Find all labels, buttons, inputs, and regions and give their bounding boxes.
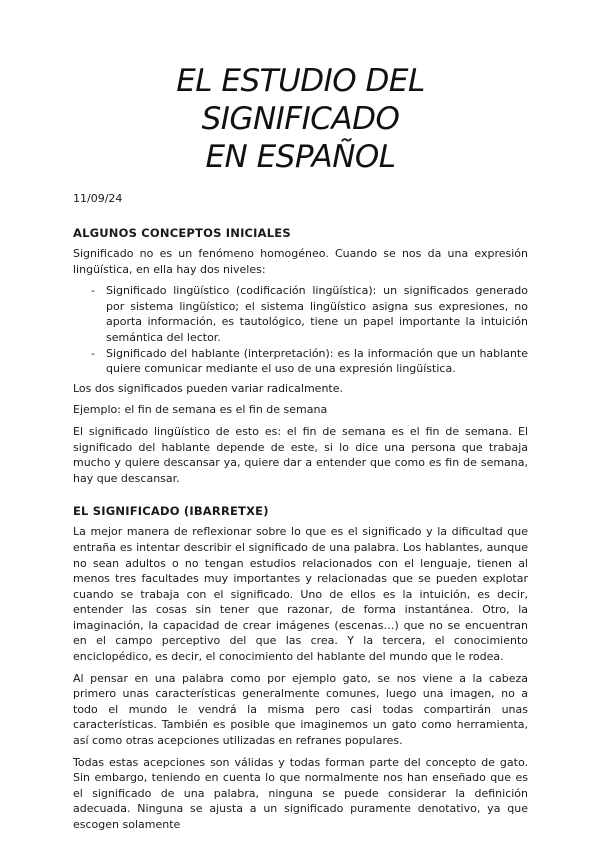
paragraph-intro: Significado no es un fenómeno homogéneo. Cuando se nos da una expresión lingüística, en ella hay dos niveles: (73, 247, 528, 276)
document-title (73, 0, 528, 176)
list-item: - Significado del hablante (interpretación): es la información que un hablante quiere comunicar mediante el uso de una expresión lingüística. (106, 346, 528, 377)
paragraph: Los dos significados pueden variar radicalmente. (73, 381, 343, 395)
list-item: - Significado lingüístico (codificación lingüística): un significados generado por sistema lingüístico; el sistema lingüístico asigna sus expresiones, no aporta información, es tautológico, tiene un papel importante la intuición semántica del lector. (106, 283, 528, 345)
section-heading-conceptos: ALGUNOS CONCEPTOS INICIALES (73, 226, 291, 240)
section-heading-significado: EL SIGNIFICADO (IBARRETXE) (73, 504, 269, 519)
paragraph: La mejor manera de reflexionar sobre lo que es el significado y la dificultad que entraña es intentar describir el significado de una palabra. Los hablantes, aunque no sean adultos o no tengan estudios relacionados con el lenguaje, tienen al menos tres facultades muy importantes y relacionadas que se pueden explotar cuando se trabaja con el significado. Uno de ellos es la intuición, es decir, entender las cosas sin tener que razonar, de forma instantánea. Otro, la imaginación, la capacidad de crear imágenes (escenas…) que no se encuentran en el campo perceptivo del que las crea. Y la tercera, el conocimiento enciclopédico, es decir, el conocimiento del hablante del mundo que le rodea. (73, 525, 528, 664)
bullet-list (73, 283, 528, 377)
document-date: 11/09/24 (73, 192, 123, 205)
paragraph: El significado lingüístico de esto es: el fin de semana es el fin de semana. El significado del hablante depende de este, si lo dice una persona que trabaja mucho y quiere descansar ya, quiere dar a entender que como es fin de semana, hay que descansar. (73, 424, 528, 485)
paragraph-example: Ejemplo: el fin de semana es el fin de semana (73, 403, 328, 417)
title-line-1: EL ESTUDIO DEL SIGNIFICADO (176, 63, 425, 137)
paragraph: Al pensar en una palabra como por ejemplo gato, se nos viene a la cabeza primero unas características generalmente comunes, luego una imagen, no a todo el mundo le vendrá la misma pero casi todas compartirán unas características. También es posible que imaginemos un gato como herramienta, así como otras acepciones utilizadas en refranes populares. (73, 671, 528, 748)
title-line-2: EN ESPAÑOL (205, 139, 396, 175)
paragraph: Todas estas acepciones son válidas y todas forman parte del concepto de gato. Sin embargo, teniendo en cuenta lo que normalmente nos han enseñado que es el significado de una palabra, ninguna se puede considerar la definición adecuada. Ninguna se ajusta a un significado puramente denotativo, ya que escogen solamente (73, 755, 528, 831)
